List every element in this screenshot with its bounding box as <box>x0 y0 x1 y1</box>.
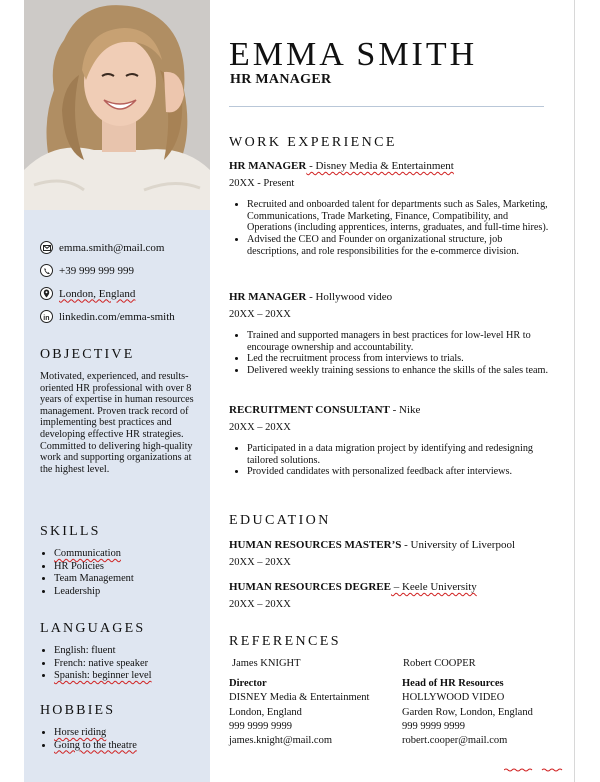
skills-heading: SKILLS <box>40 524 101 539</box>
contact-linkedin <box>40 305 206 328</box>
reference-phone: 999 9999 9999 <box>402 720 465 732</box>
location-pin-icon <box>40 287 53 300</box>
job-bullets <box>229 443 549 478</box>
list-item: • Horse riding <box>54 727 200 740</box>
list-item: • French: native speaker <box>54 658 200 671</box>
degree-line: HUMAN RESOURCES MASTER’S - University of Liverpool <box>229 539 516 551</box>
list-item: • Team Management <box>54 573 200 586</box>
languages-section <box>40 621 200 683</box>
reference-name: Robert COOPER <box>403 658 476 669</box>
list-item: • HR Policies <box>54 561 200 574</box>
job-title: RECRUITMENT CONSULTANT - Nike <box>229 404 421 416</box>
reference-address: Garden Row, London, England <box>402 706 533 718</box>
spellcheck-mark <box>504 768 564 772</box>
languages-heading: LANGUAGES <box>40 621 146 636</box>
objective-text: Motivated, experienced, and results-oriented HR professional with over 8 years of expertise in human resources management. Proven track record of implementing best practices and developing effective HR strategies. Committed to delivering high-quality work and supporting organizations at the highest level. <box>40 371 194 475</box>
header-divider <box>229 106 544 107</box>
list-item: • Trained and supported managers in best practices for low-level HR to encourage ownership and accountability. <box>247 330 549 353</box>
reference-title: Director <box>229 678 267 690</box>
hobbies-section <box>40 703 200 752</box>
list-item: • Communication <box>54 548 200 561</box>
svg-text:in: in <box>42 314 50 321</box>
degree-line: HUMAN RESOURCES DEGREE – Keele University <box>229 581 477 593</box>
reference-email[interactable]: james.knight@mail.com <box>229 735 332 747</box>
list-item: • Led the recruitment process from interviews to trials. <box>247 353 549 365</box>
contact-phone <box>40 259 206 282</box>
reference-email[interactable]: robert.cooper@mail.com <box>402 735 508 747</box>
job-date: 20XX - Present <box>229 178 295 189</box>
hobbies-list <box>40 727 200 752</box>
reference-card <box>402 657 533 748</box>
list-item: • Delivered weekly training sessions to enhance the skills of the sales team. <box>247 365 549 377</box>
job-entry <box>229 159 549 258</box>
location-text: London, England <box>59 287 136 300</box>
list-item: • Provided candidates with personalized feedback after interviews. <box>247 466 549 478</box>
education-entry <box>229 538 549 570</box>
candidate-role: HR MANAGER <box>230 72 332 87</box>
list-item: • Spanish: beginner level <box>54 670 200 683</box>
education-heading: EDUCATION <box>229 513 331 528</box>
objective-heading: OBJECTIVE <box>40 347 135 362</box>
profile-photo <box>24 0 210 210</box>
job-entry <box>229 403 549 478</box>
contact-email <box>40 236 206 259</box>
list-item: • Going to the theatre <box>54 740 200 753</box>
reference-name: James KNIGHT <box>232 658 301 669</box>
objective-section <box>40 347 200 475</box>
list-item: • Leadership <box>54 586 200 599</box>
job-date: 20XX – 20XX <box>229 422 291 433</box>
hobbies-heading: HOBBIES <box>40 703 116 718</box>
references-heading: REFERENCES <box>229 634 341 649</box>
contact-location <box>40 282 206 305</box>
sidebar <box>24 0 210 782</box>
reference-card <box>229 657 369 748</box>
job-date: 20XX – 20XX <box>229 309 291 320</box>
degree-date: 20XX – 20XX <box>229 599 291 610</box>
contact-block <box>40 236 206 328</box>
phone-text: +39 999 999 999 <box>59 264 134 277</box>
list-item: • Participated in a data migration project by identifying and redesigning tailored solutions. <box>247 443 549 466</box>
phone-icon <box>40 264 53 277</box>
list-item: • English: fluent <box>54 645 200 658</box>
job-entry <box>229 290 549 377</box>
reference-phone: 999 9999 9999 <box>229 720 292 732</box>
reference-title: Head of HR Resources <box>402 678 504 690</box>
reference-address: London, England <box>229 706 302 718</box>
languages-list <box>40 645 200 683</box>
work-experience-heading: WORK EXPERIENCE <box>229 135 397 150</box>
candidate-name: EMMA SMITH <box>229 36 478 73</box>
degree-date: 20XX – 20XX <box>229 557 291 568</box>
skills-section <box>40 524 200 598</box>
education-entry <box>229 580 549 612</box>
reference-company: DISNEY Media & Entertainment <box>229 692 370 704</box>
email-text[interactable]: emma.smith@mail.com <box>59 241 165 254</box>
job-title: HR MANAGER - Disney Media & Entertainment <box>229 160 454 172</box>
job-bullets <box>229 199 549 258</box>
reference-company: HOLLYWOOD VIDEO <box>402 692 505 704</box>
list-item: • Recruited and onboarded talent for departments such as Sales, Marketing, Communications, Trade Marketing, Finance, Compatibility, and Operations (including apprentices, interns, graduates, and full-time hires). <box>247 199 549 234</box>
envelope-icon <box>40 241 53 254</box>
skills-list <box>40 548 200 598</box>
list-item: • Advised the CEO and Founder on organizational structure, job descriptions, and role responsibilities for the e-commerce division. <box>247 234 549 257</box>
linkedin-icon <box>40 310 53 323</box>
linkedin-text[interactable]: linkedin.com/emma-smith <box>59 310 175 323</box>
job-bullets <box>229 330 549 377</box>
resume-page <box>24 0 575 782</box>
job-title: HR MANAGER - Hollywood video <box>229 291 393 303</box>
